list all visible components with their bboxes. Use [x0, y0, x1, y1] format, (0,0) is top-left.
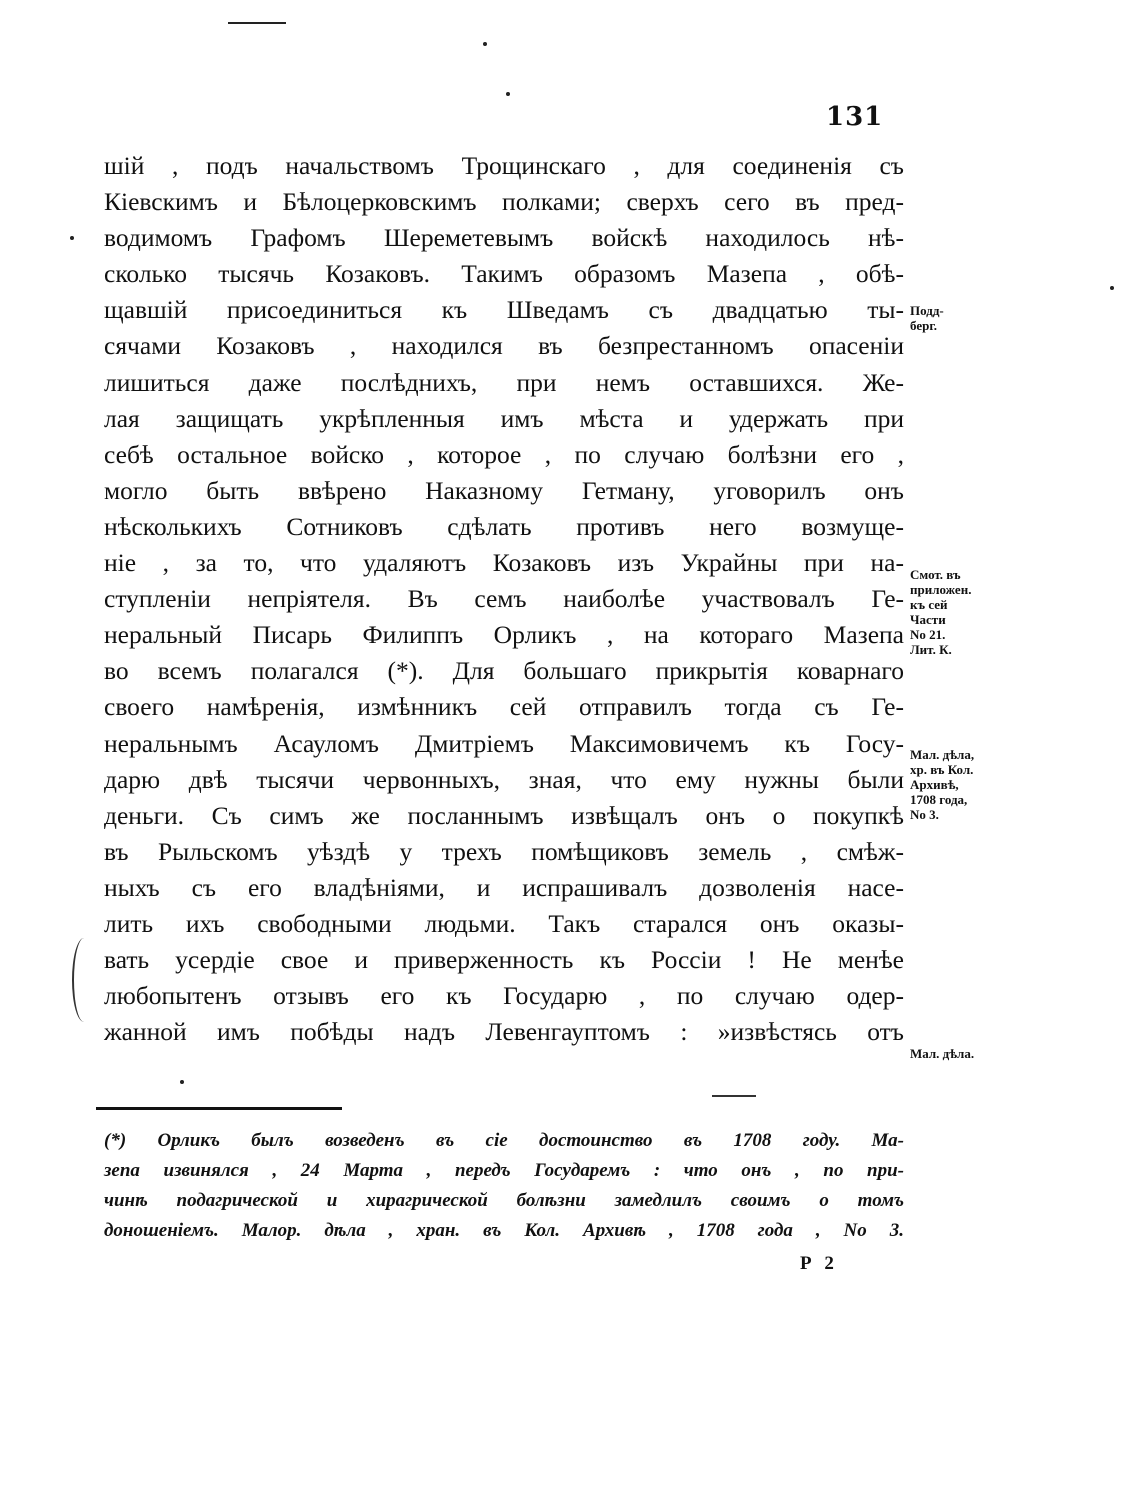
print-speck: [1110, 286, 1114, 290]
text-line: нѣсколькихъ Сотниковъ сдѣлать противъ него возмуще-: [104, 511, 904, 541]
text-line: сячами Козаковъ , находился въ безпрестанномъ опасеніи: [104, 331, 904, 361]
short-rule: [712, 1095, 756, 1097]
text-line: ступленіи непріятеля. Въ семъ наиболѣе участвовалъ Ге-: [104, 584, 904, 614]
margin-note-line: хр. въ Кол.: [910, 762, 974, 777]
margin-note-line: Смот. въ: [910, 567, 961, 582]
text-line: деньги. Съ симъ же посланнымъ извѣщалъ онъ о покупкѣ: [104, 800, 904, 830]
text-line: своего намѣренія, измѣнникъ сей отправилъ тогда съ Ге-: [104, 692, 904, 722]
text-line: неральнымъ Асауломъ Дмитріемъ Максимовичемъ къ Госу-: [104, 728, 904, 758]
footnote-line: зепа извинялся , 24 Марта , передъ Государемъ : что онъ , по при-: [104, 1160, 904, 1181]
margin-note-line: No 21.: [910, 627, 946, 642]
margin-note-line: Мал. дѣла,: [910, 747, 975, 762]
footnote-rule: [96, 1107, 342, 1110]
margin-note-line: 1708 года,: [910, 792, 968, 807]
margin-note-line: Лит. К.: [910, 642, 952, 657]
text-line: вать усердіе свое и приверженность къ Россіи ! Не менѣе: [104, 945, 904, 975]
margin-note-line: къ сей: [910, 597, 948, 612]
margin-note-line: Части: [910, 612, 946, 627]
margin-note-line: Подд-: [910, 303, 944, 318]
text-line: неральный Писарь Филиппъ Орликъ , на котораго Мазепа: [104, 620, 904, 650]
print-speck: [483, 42, 487, 46]
text-line: ныхъ съ его владѣніями, и испрашивалъ дозволенія насе-: [104, 872, 904, 902]
text-line: шій , подъ начальствомъ Трощинскаго , для соединенія съ: [104, 151, 904, 180]
margin-note: [910, 303, 1020, 333]
print-speck: [506, 92, 510, 96]
printer-signature: Р 2: [800, 1253, 838, 1274]
footnote: [104, 1126, 904, 1246]
margin-note: [910, 567, 1020, 657]
margin-note-line: Архивѣ,: [910, 777, 959, 792]
text-line: дарю двѣ тысячи червонныхъ, зная, что ему нужны были: [104, 764, 904, 794]
text-line: могло быть ввѣрено Наказному Гетману, уговорилъ онъ: [104, 475, 904, 505]
margin-note-line: берг.: [910, 318, 938, 333]
print-speck: [180, 1080, 184, 1084]
text-line: сколько тысячь Козаковъ. Такимъ образомъ Мазепа , обѣ-: [104, 259, 904, 289]
handwritten-bracket: [72, 938, 96, 1022]
text-line: лая защищать укрѣпленныя имъ мѣста и удержать при: [104, 403, 904, 433]
page-number: 131: [826, 102, 884, 132]
text-line: щавшій присоединиться къ Шведамъ съ двадцатью ты-: [104, 295, 904, 325]
margin-note-line: Мал. дѣла.: [910, 1046, 975, 1061]
text-line: лишиться даже послѣднихъ, при немъ оставшихся. Же-: [104, 367, 904, 397]
text-line: ніе , за то, что удаляютъ Козаковъ изъ Украйны при на-: [104, 548, 904, 578]
margin-note-line: приложен.: [910, 582, 972, 597]
print-speck: [70, 236, 74, 240]
text-line: любопытенъ отзывъ его къ Государю , по случаю одер-: [104, 981, 904, 1011]
footnote-line: (*) Орликъ былъ возведенъ въ сіе достоинство въ 1708 году. Ма-: [104, 1130, 904, 1151]
text-line: себѣ остальное войско , которое , по случаю болѣзни его ,: [104, 439, 904, 469]
top-rule: [228, 22, 286, 24]
text-line: во всемъ полагался (*). Для большаго прикрытія коварнаго: [104, 656, 904, 686]
margin-note-line: No 3.: [910, 807, 939, 822]
text-line: жанной имъ побѣды надъ Левенгауптомъ : »извѣстясь отъ: [104, 1017, 904, 1047]
margin-note: [910, 1046, 1020, 1061]
text-line: Кіевскимъ и Бѣлоцерковскимъ полками; сверхъ сего въ пред-: [104, 187, 904, 217]
text-line: въ Рыльскомъ уѣздѣ у трехъ помѣщиковъ земель , смѣж-: [104, 836, 904, 866]
text-line: лить ихъ свободными людьми. Такъ старался онъ оказы-: [104, 908, 904, 938]
margin-note: [910, 747, 1020, 822]
text-line: водимомъ Графомъ Шереметевымъ войскѣ находилось нѣ-: [104, 223, 904, 253]
body-text: [104, 148, 904, 1050]
footnote-line: доношеніемъ. Малор. дѣла , хран. въ Кол. Архивѣ , 1708 года , No 3.: [104, 1220, 904, 1241]
footnote-line: чинѣ подагрической и хирагрической болѣзни замедлилъ своимъ о томъ: [104, 1190, 904, 1211]
